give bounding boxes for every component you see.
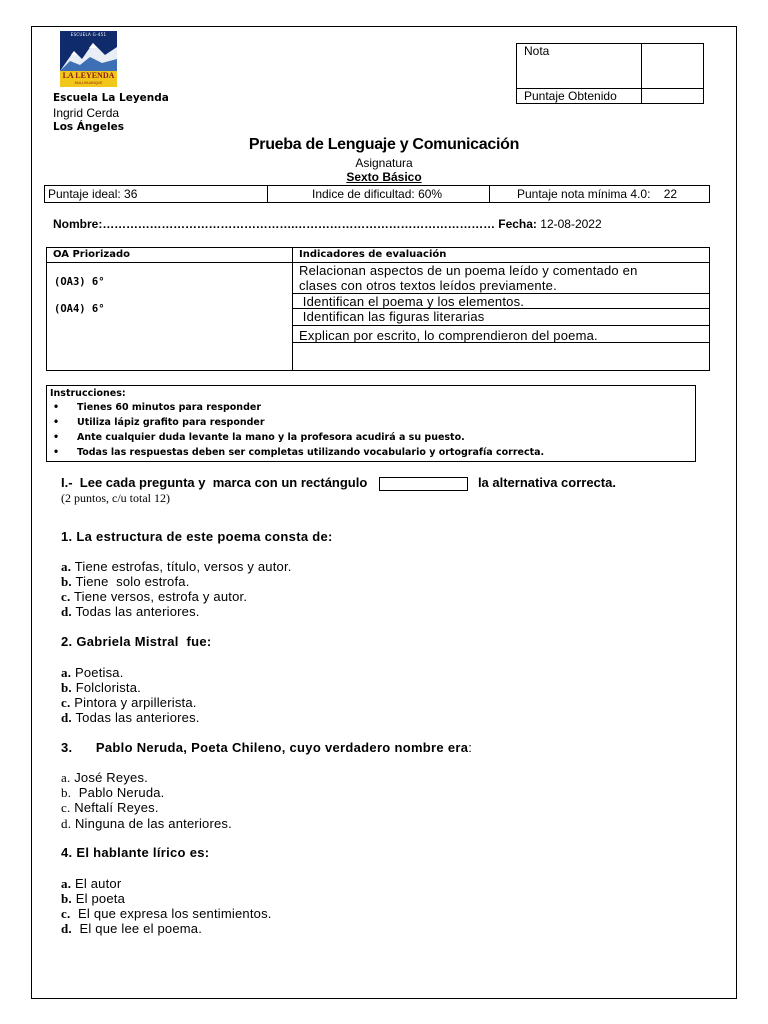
student-name-line	[53, 217, 602, 231]
instruction-item: • Todas las respuestas deben ser completas utilizando vocabulario y ortografía correcta.	[53, 447, 545, 458]
option-1a[interactable]: a. Tiene estrofas, título, versos y autor.	[61, 559, 292, 574]
grade-level: Sexto Básico	[346, 170, 422, 184]
section-heading-end: la alternativa correcta.	[477, 475, 616, 490]
oa-header: OA Priorizado	[53, 249, 130, 260]
instructions-box	[46, 385, 696, 462]
question-4: 4. El hablante lírico es:	[61, 845, 210, 860]
ideal-score: Puntaje ideal: 36	[48, 187, 138, 201]
instructions-list	[47, 400, 544, 460]
option-3a[interactable]: a. José Reyes.	[61, 770, 148, 785]
grade-label: Nota	[524, 44, 550, 58]
option-2c[interactable]: c. Pintora y arpillerista.	[61, 695, 197, 710]
instruction-item: • Tienes 60 minutos para responder	[53, 402, 262, 413]
section-heading-text: I.- Lee cada pregunta y marca con un rectángulo	[61, 475, 368, 490]
difficulty-index: Indice de dificultad: 60%	[312, 187, 443, 201]
indicator-item: Relacionan aspectos de un poema leído y comentado en	[299, 263, 638, 278]
objectives-table	[46, 247, 710, 371]
option-3c[interactable]: c. Neftalí Reyes.	[61, 800, 159, 815]
score-info-table	[44, 185, 710, 203]
option-3d[interactable]: d. Ninguna de las anteriores.	[61, 816, 232, 831]
indicator-item: Explican por escrito, lo comprendieron del poema.	[299, 328, 598, 343]
oa-item: (OA3) 6°	[54, 276, 105, 288]
option-4b[interactable]: b. El poeta	[61, 891, 126, 906]
option-4d[interactable]: d. El que lee el poema.	[61, 921, 203, 936]
school-name: Escuela La Leyenda	[53, 92, 169, 104]
indicator-item: Identifican las figuras literarias	[299, 309, 485, 324]
question-2: 2. Gabriela Mistral fue:	[61, 634, 212, 649]
city-name: Los Ángeles	[53, 121, 125, 133]
exam-title: Prueba de Lenguaje y Comunicación	[248, 136, 520, 153]
option-2d[interactable]: d. Todas las anteriores.	[61, 710, 200, 725]
instruction-item: • Utiliza lápiz grafito para responder	[53, 417, 265, 428]
name-label: Nombre:	[53, 217, 103, 231]
subject-label: Asignatura	[355, 156, 413, 170]
date-value: 12-08-2022	[540, 217, 602, 231]
min-score: Puntaje nota mínima 4.0: 22	[517, 187, 678, 201]
option-1c[interactable]: c. Tiene versos, estrofa y autor.	[61, 589, 248, 604]
logo-top-text: ESCUELA G-451	[70, 32, 107, 37]
section-heading	[61, 475, 616, 491]
section-points: (2 puntos, c/u total 12)	[61, 491, 170, 505]
school-logo	[60, 31, 117, 87]
instructions-title: Instrucciones:	[50, 388, 126, 399]
instruction-item: • Ante cualquier duda levante la mano y la profesora acudirá a su puesto.	[53, 432, 465, 443]
date-label: Fecha:	[498, 217, 537, 231]
option-2b[interactable]: b. Folclorista.	[61, 680, 141, 695]
option-3b[interactable]: b. Pablo Neruda.	[61, 785, 165, 800]
question-1: 1. La estructura de este poema consta de:	[61, 529, 333, 544]
score-box	[516, 43, 704, 104]
question-3: 3. Pablo Neruda, Poeta Chileno, cuyo verdadero nombre era:	[61, 740, 473, 755]
indicator-item: clases con otros textos leídos previamente.	[299, 278, 557, 293]
name-dots: ………………………………………….……………………………………………	[102, 217, 495, 231]
option-4a[interactable]: a. El autor	[61, 876, 122, 891]
points-obtained-label: Puntaje Obtenido	[524, 89, 617, 103]
option-1b[interactable]: b. Tiene solo estrofa.	[61, 574, 190, 589]
indicator-item: Identifican el poema y los elementos.	[299, 294, 525, 309]
option-1d[interactable]: d. Todas las anteriores.	[61, 604, 200, 619]
oa-item: (OA4) 6°	[54, 303, 105, 315]
indicators-header: Indicadores de evaluación	[299, 249, 447, 260]
teacher-name: Ingrid Cerda	[53, 106, 120, 120]
mountain-icon	[60, 31, 117, 73]
logo-subtitle: MULLIHUANQUE	[74, 81, 103, 85]
logo-title: LA LEYENDA	[62, 71, 115, 80]
option-2a[interactable]: a. Poetisa.	[61, 665, 124, 680]
option-4c[interactable]: c. El que expresa los sentimientos.	[61, 906, 272, 921]
rectangle-mark-icon	[379, 477, 468, 491]
